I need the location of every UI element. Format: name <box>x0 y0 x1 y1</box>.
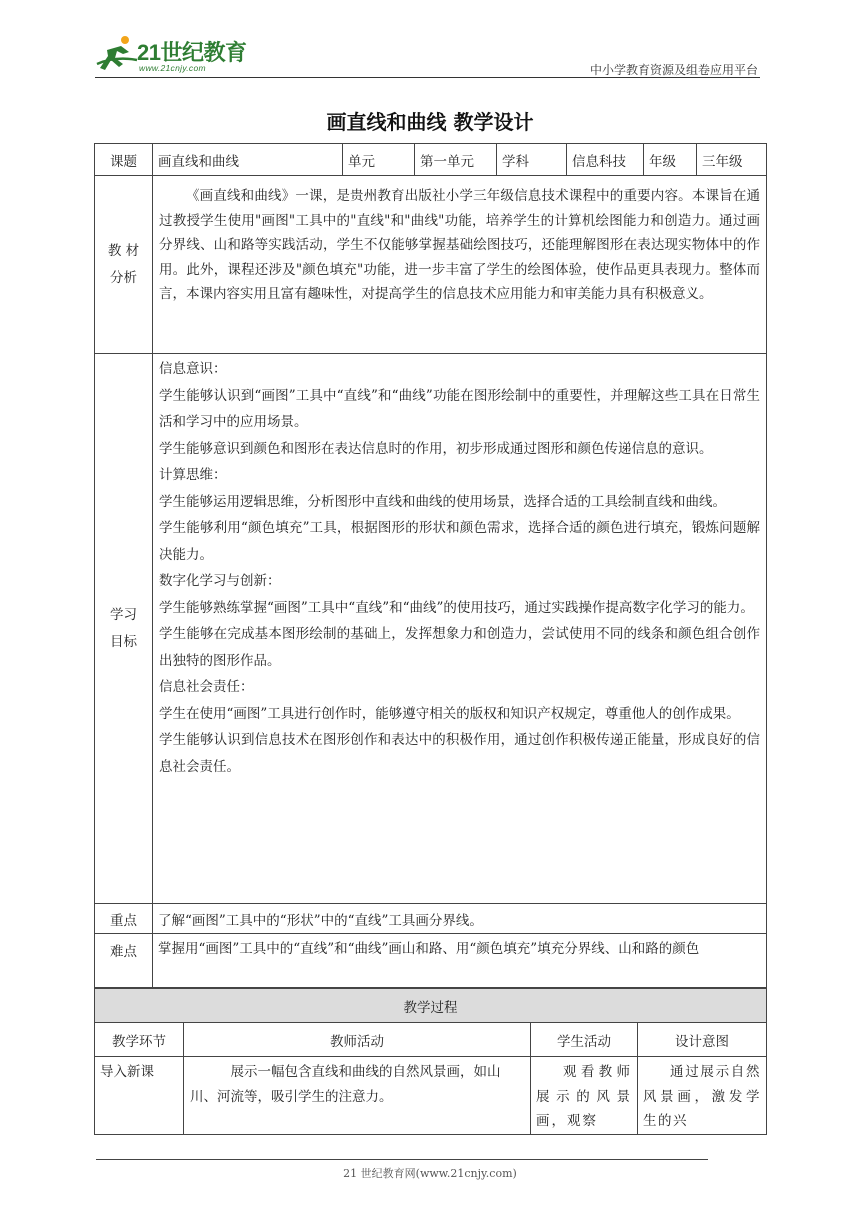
analysis-row <box>95 176 767 354</box>
footer-divider <box>96 1159 708 1160</box>
header-student: 学生活动 <box>531 1023 638 1057</box>
label-subject: 学科 <box>497 144 567 176</box>
info-row <box>95 144 767 176</box>
objectives-label-line2: 目标 <box>110 633 137 650</box>
objective-item: 学生能够意识到颜色和图形在表达信息时的作用，初步形成通过图形和颜色传递信息的意识。 <box>159 440 713 457</box>
subject-value: 信息科技 <box>567 144 644 176</box>
difficulty-row <box>95 934 767 988</box>
objectives-label <box>95 354 153 904</box>
header-stage: 教学环节 <box>95 1023 184 1057</box>
objective-item: 学生能够利用“颜色填充”工具，根据图形的形状和颜色需求，选择合适的颜色进行填充，锻炼问题解决能力。 <box>159 520 760 563</box>
objective-heading: 信息社会责任： <box>159 679 254 695</box>
student-cell <box>531 1057 638 1135</box>
header-intent: 设计意图 <box>638 1023 767 1057</box>
topic-value: 画直线和曲线 <box>153 144 343 176</box>
label-topic: 课题 <box>95 144 153 176</box>
process-row <box>95 1057 767 1135</box>
teaching-process-table <box>94 988 767 1135</box>
intent-cell <box>638 1057 767 1135</box>
analysis-label <box>95 176 153 354</box>
unit-value: 第一单元 <box>415 144 497 176</box>
page-header <box>95 30 760 80</box>
objective-item: 学生能够熟练掌握“画图”工具中“直线”和“曲线”的使用技巧，通过实践操作提高数字化学习的能力。 <box>159 599 754 616</box>
objectives-row <box>95 354 767 904</box>
stage-cell: 导入新课 <box>95 1057 184 1135</box>
objective-heading: 数字化学习与创新： <box>159 573 281 589</box>
footer-text: 21 世纪教育网(www.21cnjy.com) <box>343 1167 517 1180</box>
platform-name: 中小学教育资源及组卷应用平台 <box>589 63 758 77</box>
document-title: 画直线和曲线 教学设计 <box>326 110 534 134</box>
lesson-info-table <box>94 143 767 988</box>
analysis-label-line2: 分析 <box>110 269 137 286</box>
design-intent: 通过展示自然风景画，激发学生的兴 <box>643 1064 761 1129</box>
objective-heading: 信息意识： <box>159 361 227 377</box>
logo <box>95 34 265 76</box>
analysis-label-line1: 教 材 <box>107 242 140 259</box>
objectives-label-line1: 学习 <box>110 606 137 623</box>
objective-item: 学生能够运用逻辑思维，分析图形中直线和曲线的使用场景，选择合适的工具绘制直线和曲线。 <box>159 493 726 510</box>
process-title-row <box>95 989 767 1023</box>
key-point-row <box>95 904 767 934</box>
header-teacher: 教师活动 <box>184 1023 531 1057</box>
process-header-row <box>95 1023 767 1057</box>
key-point-text: 了解“画图”工具中的“形状”中的“直线”工具画分界线。 <box>153 904 767 934</box>
difficulty-text: 掌握用“画图”工具中的“直线”和“曲线”画山和路、用“颜色填充”填充分界线、山和路的颜色 <box>153 934 767 988</box>
objective-item: 学生能够认识到信息技术在图形创作和表达中的积极作用，通过创作积极传递正能量，形成良好的信息社会责任。 <box>159 732 760 775</box>
label-unit: 单元 <box>343 144 415 176</box>
analysis-paragraph: 《画直线和曲线》一课，是贵州教育出版社小学三年级信息技术课程中的重要内容。本课旨在通过教授学生使用"画图"工具中的"直线"和"曲线"功能，培养学生的计算机绘图能力和创造力。通过画分界线、山和路等实践活动，学生不仅能够掌握基础绘图技巧，还能理解图形在表达现实物体中的作用。此外，课程还涉及"颜色填充"功能，进一步丰富了学生的绘图体验，使作品更具表现力。整体而言，本课内容实用且富有趣味性，对提高学生的信息技术应用能力和审美能力具有积极意义。 <box>159 188 760 302</box>
logo-url: www.21cnjy.com <box>139 63 206 73</box>
objectives-text <box>153 354 767 904</box>
logo-text: 21世纪教育 <box>137 40 247 65</box>
difficulty-label: 难点 <box>95 934 153 988</box>
teacher-activity: 展示一幅包含直线和曲线的自然风景画，如山川、河流等，吸引学生的注意力。 <box>190 1064 501 1105</box>
key-point-label: 重点 <box>95 904 153 934</box>
runner-logo-icon <box>95 34 139 74</box>
teacher-cell <box>184 1057 531 1135</box>
label-grade: 年级 <box>644 144 697 176</box>
process-title: 教学过程 <box>95 989 767 1023</box>
objective-item: 学生在使用“画图”工具进行创作时，能够遵守相关的版权和知识产权规定，尊重他人的创作成果。 <box>159 705 740 722</box>
objective-item: 学生能够在完成基本图形绘制的基础上，发挥想象力和创造力，尝试使用不同的线条和颜色组合创作出独特的图形作品。 <box>159 626 760 669</box>
student-activity: 观看教师展示的风景画，观察 <box>536 1064 632 1129</box>
objective-item: 学生能够认识到“画图”工具中“直线”和“曲线”功能在图形绘制中的重要性，并理解这些工具在日常生活和学习中的应用场景。 <box>159 387 760 430</box>
analysis-text <box>153 176 767 354</box>
objective-heading: 计算思维： <box>159 467 227 483</box>
header-divider <box>95 77 760 78</box>
grade-value: 三年级 <box>697 144 767 176</box>
